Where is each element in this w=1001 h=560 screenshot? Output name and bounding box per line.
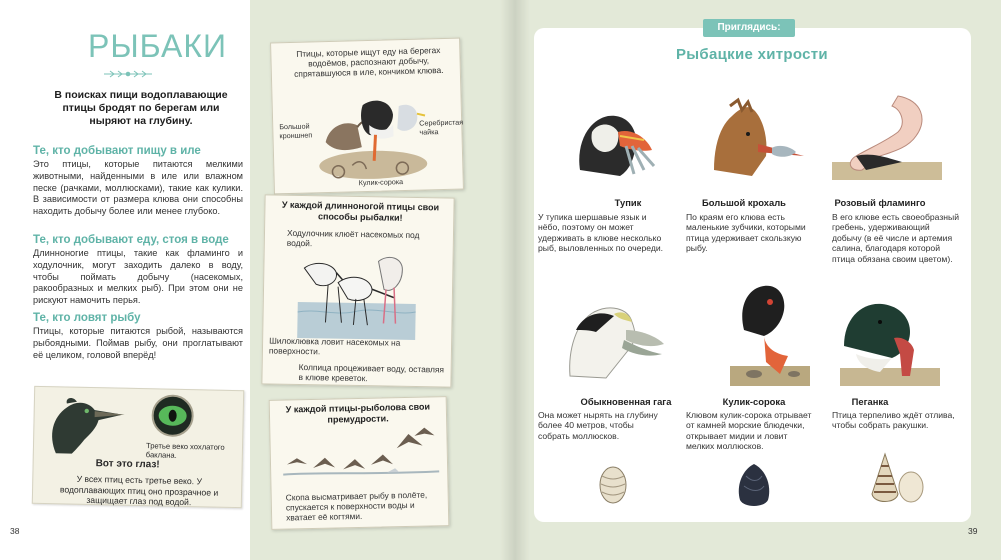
note2-avocet: Шилоклювка ловит насекомых на поверхности. xyxy=(268,335,401,357)
puffin-illustration xyxy=(574,110,666,178)
label-curlew: Большой кроншнеп xyxy=(279,121,313,140)
chapter-title: РЫБАКИ xyxy=(88,28,227,64)
flamingo-head-illustration xyxy=(832,96,942,180)
oystercatcher-illustration xyxy=(730,282,810,386)
page-number-right: 39 xyxy=(968,526,978,536)
section-heading-mud: Те, кто добывают пищу в иле xyxy=(33,145,201,157)
label-gull: Серебристая чайка xyxy=(419,117,464,137)
note-long-legged xyxy=(261,194,454,387)
bird-name-flamingo: Розовый фламинго xyxy=(834,197,926,208)
mussel-shell-icon xyxy=(734,462,774,508)
shorebirds-illustration xyxy=(316,83,428,182)
intro-text: В поисках пищи водоплавающие птицы бродят по берегам или ныряют на глубину. xyxy=(54,89,228,127)
note3-text: Скопа высматривает рыбу в полёте, спускается к поверхности воды и хватает её когтями. xyxy=(285,489,428,523)
note2-stilt: Ходулочник клюёт насекомых под водой. xyxy=(286,227,420,249)
bird-desc-merganser: По краям его клюва есть маленькие зубчики, которыми птица удерживает скользкую рыбу. xyxy=(686,212,806,254)
book-spine xyxy=(500,0,530,560)
bird-name-shelduck: Пеганка xyxy=(851,396,889,407)
section-body-mud: Это птицы, которые питаются мелкими животными, найденными в иле или влажном песке (рачками, моллюсками), такие как кулики. В зависимости от размера клюва они способны находить добычу более или менее глубоко. xyxy=(33,159,243,217)
eye-caption: Третье веко хохлатого баклана. xyxy=(145,441,225,460)
bird-desc-oystercatcher: Клювом кулик-сорока отрывает от камней морские блюдечки, открывает мидии и ловит мелких моллюсков. xyxy=(686,410,812,452)
bird-name-puffin: Тупик xyxy=(614,197,642,208)
section-heading-fishing: Те, кто ловят рыбу xyxy=(33,312,141,324)
eye-card-text: У всех птиц есть третье веко. У водоплавающих птиц оно прозрачное и защищает глаз под водой. xyxy=(59,473,219,508)
bird-desc-eider: Она может нырять на глубину более 40 метров, чтобы собрать моллюсков. xyxy=(538,410,658,441)
tips-badge: Приглядись: xyxy=(703,19,795,37)
bivalve-shell-icon xyxy=(596,464,630,506)
note-shore-feeders xyxy=(270,38,464,195)
note2-spoonbill: Колпица процеживает воду, оставляя в клюве креветок. xyxy=(298,361,445,384)
bird-name-eider: Обыкновенная гага xyxy=(580,396,672,407)
eye-info-card xyxy=(32,386,244,508)
eye-closeup-illustration xyxy=(150,393,195,438)
shelduck-illustration xyxy=(840,298,940,386)
cormorant-illustration xyxy=(42,393,135,457)
bird-name-oystercatcher: Кулик-сорока xyxy=(722,396,786,407)
page-number-left: 38 xyxy=(10,526,20,536)
note1-text: Птицы, которые ищут еду на берегах водоёмов, распознают добычу, спрятавшуюся в иле, кончиком клюва. xyxy=(294,45,444,79)
eider-illustration xyxy=(566,300,670,380)
osprey-sequence-illustration xyxy=(282,427,439,484)
bird-desc-shelduck: Птица терпеливо ждёт отлива, чтобы собрать ракушки. xyxy=(832,410,955,431)
wading-birds-illustration xyxy=(297,252,416,340)
note3-heading: У каждой птицы-рыболова свои премудрости. xyxy=(285,401,431,425)
note-fishing-birds xyxy=(269,396,450,530)
section-body-wading: Длинноногие птицы, такие как фламинго и ходулочник, могут заходить далеко в воду, чтобы поймать добычу (насекомых, ракообразных и мелких рыб). При этом они не рискуют намочить перья. xyxy=(33,248,243,306)
note2-heading: У каждой длинноногой птицы свои способы рыбалки! xyxy=(281,199,440,223)
clam-shell-icon xyxy=(896,470,926,504)
section-body-fishing: Птицы, которые питаются рыбой, называются рыбоядными. Поймав рыбу, они проглатывают её целиком, головой вперёд! xyxy=(33,326,243,360)
eye-card-title: Вот это глаз! xyxy=(95,458,160,471)
title-ornament-icon xyxy=(104,70,152,78)
label-oystercatcher: Кулик-сорока xyxy=(358,177,404,188)
bird-name-merganser: Большой крохаль xyxy=(702,197,786,208)
tips-title: Рыбацкие хитрости xyxy=(676,46,828,63)
bird-desc-flamingo: В его клюве есть своеобразный гребень, удерживающий добычу (в её числе и артемия салина, благодаря которой птица обязана своим цветом). xyxy=(832,212,959,264)
bird-desc-puffin: У тупика шершавые язык и нёбо, поэтому он может удерживать в клюве несколько рыб, выловленных по очереди. xyxy=(538,212,664,254)
section-heading-wading: Те, кто добывают еду, стоя в воде xyxy=(33,234,229,246)
merganser-illustration xyxy=(708,100,808,178)
